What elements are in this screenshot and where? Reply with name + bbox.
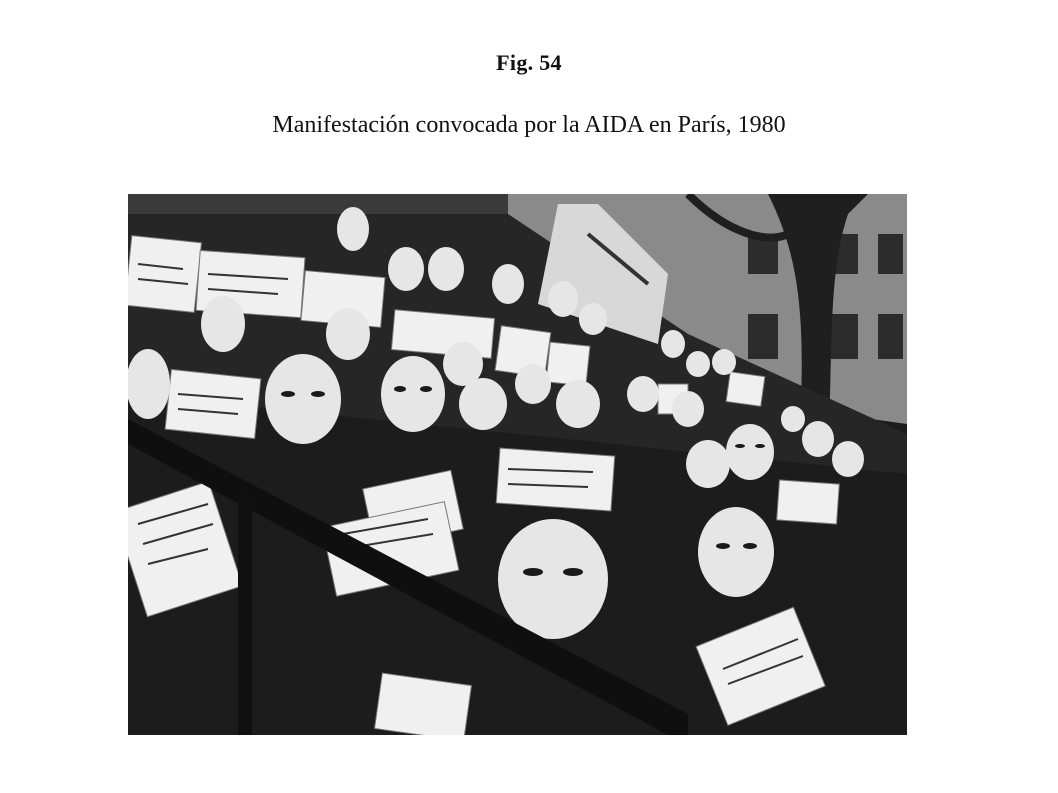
railing-post <box>238 494 252 735</box>
figure-caption: Manifestación convocada por la AIDA en París, 1980 <box>272 112 786 138</box>
protest-photograph <box>128 194 907 735</box>
photo-illustration <box>128 194 907 735</box>
figure-label: Fig. 54 <box>496 50 562 75</box>
